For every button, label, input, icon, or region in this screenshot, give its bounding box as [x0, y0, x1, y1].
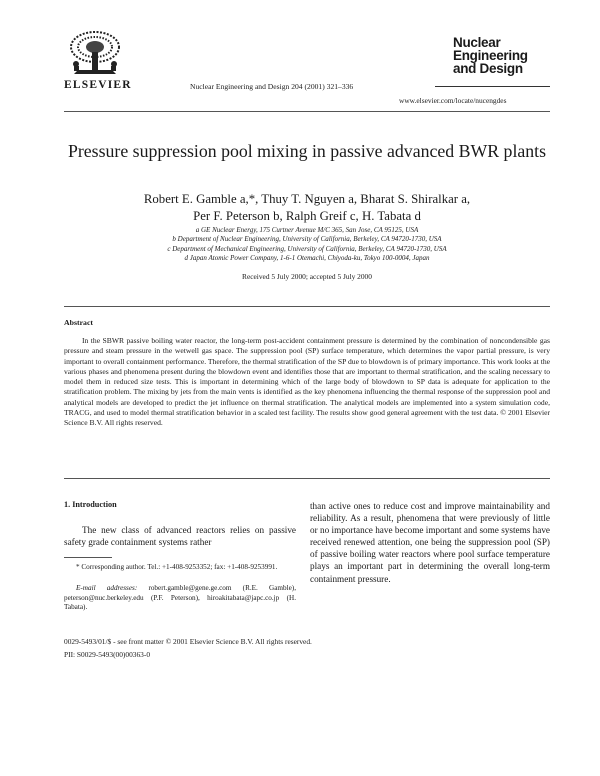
authors-line-2: Per F. Peterson b, Ralph Greif c, H. Tabata d [193, 209, 421, 223]
author-list [64, 191, 550, 225]
journal-logo-line: and Design [453, 61, 523, 76]
footnote-email-addresses [64, 584, 296, 613]
intro-paragraph-right: than active ones to reduce cost and improve maintainability and reliability. As a result, phenomena that were previously of little or no importance have become important and some systems have received renewed attention, one being the suppression pool (SP) of passive boiling water reactors where pool surface temperature plays an important part in determining the overall long-term containment pressure. [310, 501, 550, 584]
footnote-corresponding-author: * Corresponding author. Tel.: +1-408-9253352; fax: +1-408-9253991. [76, 563, 278, 571]
pii-line: PII: S0029-5493(00)00363-0 [64, 650, 151, 659]
journal-url[interactable]: www.elsevier.com/locate/nucengdes [399, 96, 507, 105]
front-matter-line: 0029-5493/01/$ - see front matter © 2001 Elsevier Science B.V. All rights reserved. [64, 637, 312, 646]
affiliation-b: b Department of Nuclear Engineering, University of California, Berkeley, CA 94720-1730, USA [172, 235, 442, 244]
abstract-text: In the SBWR passive boiling water reactor, the long-term post-accident containment pressure is determined by the combination of noncondensible gas pressure and steam pressure in the wetwell gas space. The suppression pool (SP) surface temperature, which determines the vapor partial pressure, is very important to overall containment performance. Therefore, the thermal stratification of the SP due to blowdown is of primary importance. This work looks at the various phases and phenomena present during the blowdown event and identifies those that are important to thermal stratification, and the scaling necessary to model them in reduced size tests. This is important in determining which of the large body of blowdown to SP data is adequate for application to the stratification problem. The mixing by jets from the main vents is identified as the key phenomena influencing the thermal response of the suppression pool and analytical models are developed to predict the jet influence on thermal stratification. The analytical models are implemented into a system simulation code, TRACG, and used to model thermal stratification behavior in a scaled test facility. The results show good general agreement with the test data. © 2001 Elsevier Science B.V. All rights reserved. [64, 336, 550, 428]
affiliation-d: d Japan Atomic Power Company, 1-6-1 Otemachi, Chiyoda-ku, Tokyo 100-0004, Japan [184, 254, 430, 263]
affiliation-c: c Department of Mechanical Engineering, University of California, Berkeley, CA 94720-1730, USA [167, 244, 447, 253]
journal-logo-rule [435, 86, 550, 87]
affiliation-a: a GE Nuclear Energy, 175 Curtner Avenue M/C 365, San Jose, CA 95125, USA [195, 226, 419, 234]
email-list: robert.gamble@gene.ge.com (R.E. Gamble), peterson@nuc.berkeley.edu (P.F. Peterson), hiroakitabata@japc.co.jp (H. Tabata). [64, 584, 296, 611]
section-heading-introduction: 1. Introduction [64, 500, 117, 509]
intro-paragraph-left: The new class of advanced reactors relies on passive safety grade containment systems rather [64, 525, 296, 547]
header-divider [64, 111, 550, 112]
email-label: E-mail addresses: [76, 584, 138, 592]
elsevier-tree-logo [66, 30, 124, 78]
authors-line-1: Robert E. Gamble a,*, Thuy T. Nguyen a, Bharat S. Shiralkar a, [143, 192, 471, 206]
publisher-name: ELSEVIER [64, 79, 132, 91]
affiliations [64, 226, 550, 264]
abstract-top-divider [64, 306, 550, 307]
abstract-bottom-divider [64, 478, 550, 479]
received-dates: Received 5 July 2000; accepted 5 July 2000 [242, 272, 372, 281]
journal-logo-line: Engineering [453, 48, 528, 63]
journal-logo [453, 36, 537, 75]
journal-citation: Nuclear Engineering and Design 204 (2001) 321–336 [190, 82, 354, 91]
article-title: Pressure suppression pool mixing in passive advanced BWR plants [67, 141, 547, 161]
abstract-heading: Abstract [64, 318, 94, 327]
journal-logo-line: Nuclear [453, 35, 501, 50]
footnote-divider [64, 557, 112, 558]
